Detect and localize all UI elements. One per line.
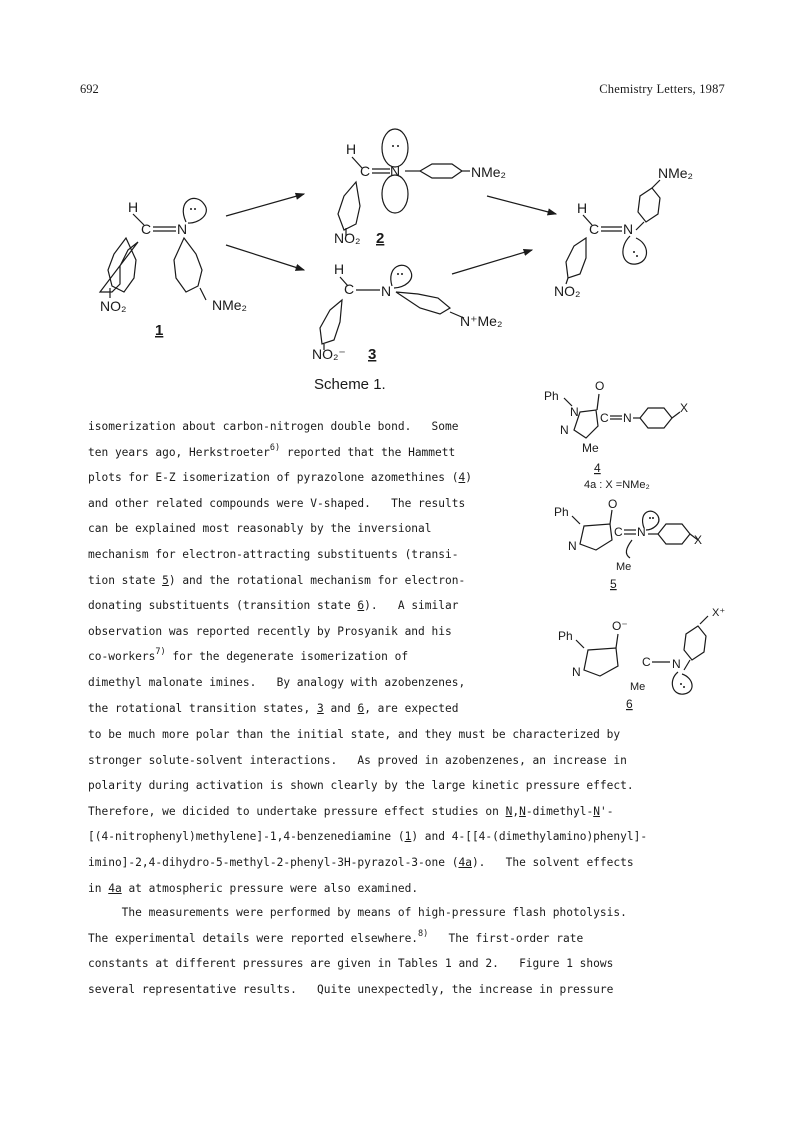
compound-3-structure: [312, 261, 502, 363]
compound-ref-4: 4: [458, 471, 466, 485]
body-paragraph-2: The measurements were performed by means of high-pressure flash photolysis. The experimental details were reported elsewhere.$^{8)}$ The first-order rate constants at different pressures are given in Tables 1 and 2. Figure 1 shows several representative results. Quite unexpectedly, the increase in pressure: [88, 906, 627, 996]
arrow-1-to-2: [226, 194, 304, 216]
atom-x: X: [680, 401, 689, 415]
label-5: 5: [610, 577, 617, 591]
atom-n: N: [637, 525, 646, 539]
label-4: 4: [594, 461, 601, 475]
label-me: Me: [630, 681, 646, 693]
compound-ref-3: 3: [317, 701, 324, 715]
compound-ref-1: 1: [404, 830, 412, 844]
label-me: Me: [616, 561, 632, 573]
compound-ref-6: 6: [357, 701, 365, 715]
atom-c: C: [600, 411, 609, 425]
structure-5: [554, 497, 702, 591]
atom-n: N: [381, 283, 392, 299]
group-nme2: NMe₂: [471, 164, 506, 180]
scheme-caption: Scheme 1.: [314, 376, 386, 393]
atom-o: O: [595, 379, 605, 393]
atom-o-minus: O⁻: [612, 619, 628, 633]
label-ph: Ph: [558, 629, 573, 643]
journal-header: Chemistry Letters, 1987: [599, 82, 725, 96]
atom-c: C: [141, 221, 152, 237]
structure-4: [544, 379, 688, 491]
group-no2: NO₂: [334, 230, 361, 246]
label-ph: Ph: [554, 505, 569, 519]
arrow-3-to-final: [452, 250, 532, 274]
atom-c: C: [642, 655, 651, 669]
ref-7: 7): [155, 647, 166, 658]
compound-ref-5: 5: [162, 573, 169, 587]
atom-c: C: [344, 281, 355, 297]
arrow-1-to-3: [226, 245, 304, 270]
arrow-2-to-final: [487, 196, 556, 214]
compound-ref-4a: 4a: [458, 855, 472, 869]
atom-n: N: [570, 405, 579, 419]
label-me: Me: [582, 441, 599, 455]
group-no2-minus: NO₂⁻: [312, 346, 346, 362]
atom-n: N: [560, 423, 569, 437]
atom-c: C: [360, 163, 371, 179]
atom-n: N: [623, 221, 634, 237]
atom-n: N: [568, 539, 577, 553]
compound-label-3: 3: [368, 346, 377, 363]
atom-o: O: [608, 497, 618, 511]
scheme-1-diagram: [0, 0, 793, 380]
ref-8: 8): [418, 928, 429, 939]
structures-4-5-6: [540, 378, 740, 718]
label-6: 6: [626, 697, 633, 711]
structure-6: [558, 607, 725, 711]
group-nme2-plus: N⁺Me₂: [460, 313, 503, 329]
compound-2-structure: [334, 129, 506, 247]
group-nme2: NMe₂: [658, 165, 693, 181]
compound-1-structure: [100, 198, 247, 339]
compound-ref-6: 6: [357, 599, 365, 613]
atom-n: N: [623, 411, 632, 425]
page-number: 692: [80, 82, 99, 96]
compound-label-2: 2: [376, 230, 385, 247]
atom-x-plus: X⁺: [712, 607, 726, 619]
atom-h: H: [346, 141, 357, 157]
label-ph: Ph: [544, 389, 559, 403]
atom-x: X: [694, 533, 703, 547]
body-paragraph-1: isomerization about carbon-nitrogen double bond. Some ten years ago, Herkstroeter$^{6)}$ reported that the Hammett plots for E-Z isomerization of pyrazolone azomethines (4) and other related compounds were V-shaped. The results can be explained most reasonably by the inversional mechanism for electron-attracting substituents (transi- tion state 5) and the rotational mechanism for electron- donating substituents (transition state 6). A similar observation was reported recently by Prosyanik and his co-workers$^{7)}$ for the degenerate isomerization of dimethyl malonate imines. By analogy with azobenzenes, the rotational transition states, 3 and 6, are expected: [88, 420, 472, 715]
product-structure: [554, 165, 693, 299]
atom-n: N: [177, 221, 188, 237]
atom-n: N: [672, 657, 681, 671]
compound-ref-4a: 4a: [108, 881, 122, 895]
atom-h: H: [128, 199, 139, 215]
atom-c: C: [589, 221, 600, 237]
group-no2: NO₂: [554, 283, 581, 299]
compound-label-1: 1: [155, 322, 164, 339]
atom-n: N: [390, 163, 401, 179]
label-4a: 4a : X =NMe₂: [584, 479, 650, 491]
atom-h: H: [577, 200, 588, 216]
atom-h: H: [334, 261, 345, 277]
atom-c: C: [614, 525, 623, 539]
ref-6: 6): [269, 442, 281, 453]
group-nme2: NMe₂: [212, 297, 247, 313]
body-paragraph-1-cont: to be much more polar than the initial state, and they must be characterized by stronger solute-solvent interactions. As proved in azobenzenes, an increase in polarity during activation is shown clearly by the large kinetic pressure effect. Therefore, we dicided to undertake pressure effect studies on N,N-dimethyl-N'- [(4-nitrophenyl)methylene]-1,4-benzenediamine (1) and 4-[[4-(dimethylamino)phenyl]- imino]-2,4-dihydro-5-methyl-2-phenyl-3H-pyrazol-3-one (4a). The solvent effects in 4a at atmospheric pressure were also examined.: [88, 728, 648, 895]
group-no2: NO₂: [100, 298, 127, 314]
atom-n: N: [572, 665, 581, 679]
